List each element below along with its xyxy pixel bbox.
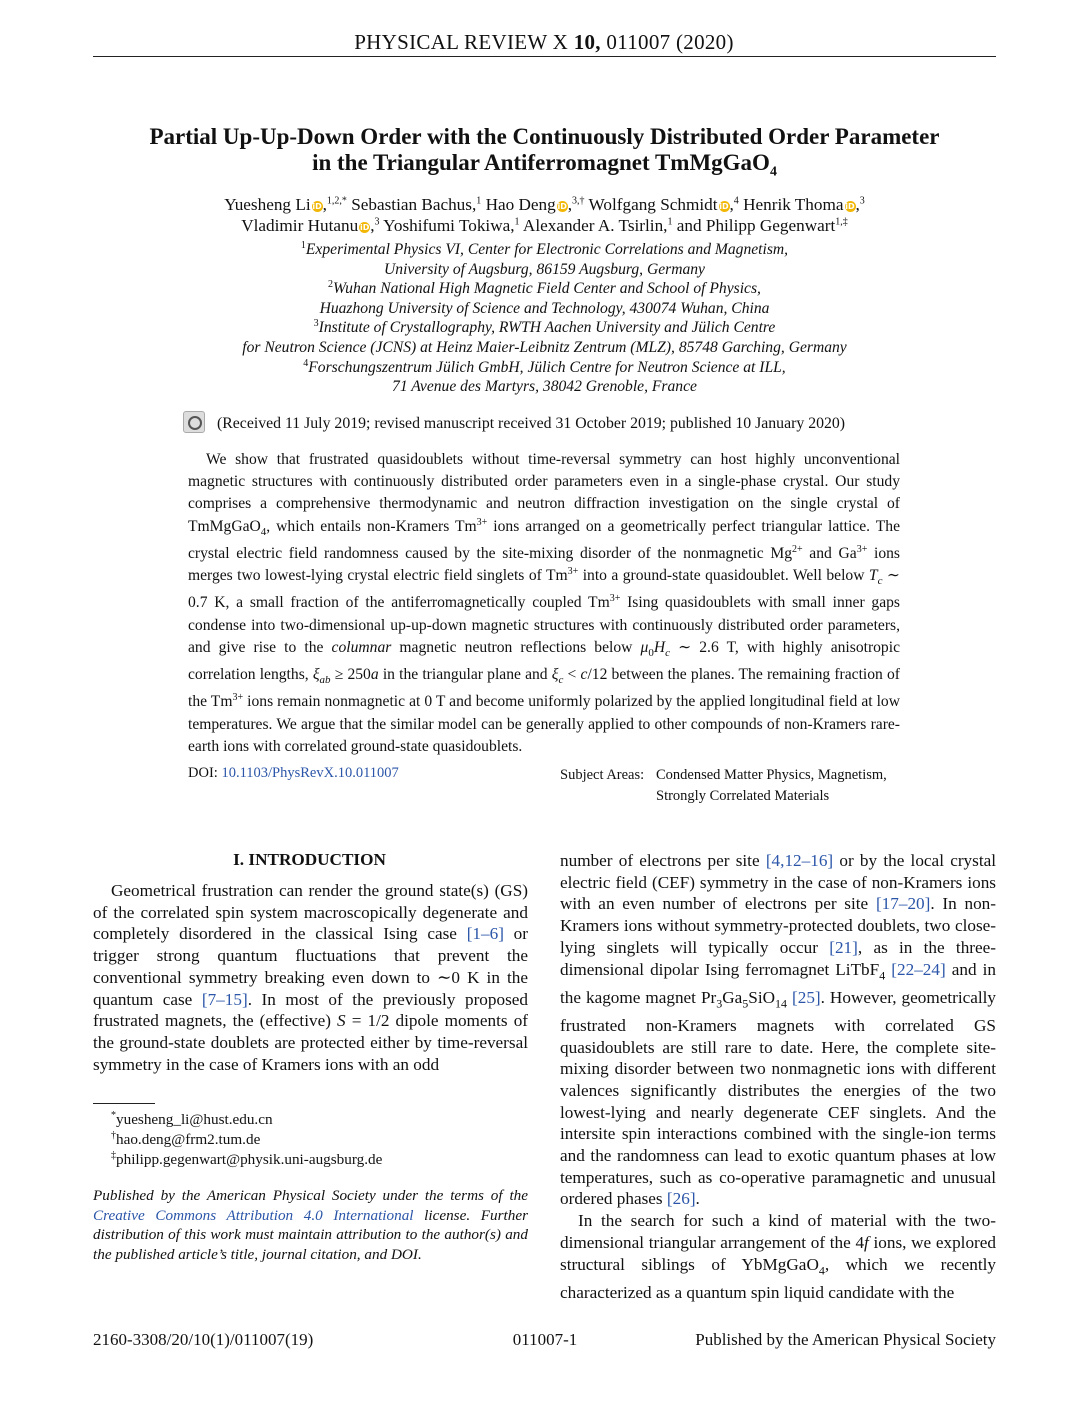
author-sup: 1 [514, 216, 520, 228]
affiliation-line [93, 240, 996, 260]
header-rule [93, 56, 996, 57]
journal-article: 011007 (2020) [606, 30, 734, 54]
received-text: (Received 11 July 2019; revised manuscript received 31 October 2019; published 10 January 2020) [217, 415, 846, 432]
footnote-rule [93, 1103, 155, 1104]
affiliation-line [93, 318, 996, 338]
paragraph: In the search for such a kind of material with the two-dimensional triangular arrangement of the 4f ions, we explored structural siblings of YbMgGaO$_4$, which we recently characterized as a quantum spin liquid candidate with the [560, 1211, 996, 1302]
section-heading: I. INTRODUCTION [233, 850, 386, 869]
author-sup: 3 [374, 216, 380, 228]
citation-link[interactable]: [7–15] [201, 989, 248, 1009]
check-for-updates-icon[interactable] [183, 411, 205, 433]
affiliation-text: Forschungszentrum Jülich GmbH, Jülich Centre for Neutron Science at ILL, [308, 358, 786, 376]
intro-right-column [560, 850, 996, 1303]
journal-name: PHYSICAL REVIEW X [354, 30, 569, 54]
citation-link[interactable]: [25] [792, 987, 821, 1007]
orcid-icon[interactable]: iD [312, 202, 322, 211]
author-sup: 1 [476, 195, 482, 207]
doi-link[interactable]: 10.1103/PhysRevX.10.011007 [221, 765, 399, 781]
affiliation-line [93, 279, 996, 299]
author-name[interactable]: Sebastian Bachus, [351, 195, 477, 214]
author-name[interactable]: Alexander A. Tsirlin, [522, 216, 668, 235]
author-line-1: Yuesheng Li iD,$^{1,2,*}$ Sebastian Bachus,$^1$ Hao Deng iD,$^{3,\dagger}$ Wolfgang Schmidt iD,$^4$ Henrik Thoma iD,$^3$ [224, 195, 865, 214]
citation-link[interactable]: [1–6] [466, 924, 504, 944]
paper-title [93, 124, 996, 186]
affiliation-line: University of Augsburg, 86159 Augsburg, Germany [384, 260, 705, 278]
affiliation-number: 2 [328, 279, 334, 290]
email-link[interactable]: yuesheng_li@hust.edu.cn [116, 1111, 273, 1128]
orcid-icon[interactable]: iD [845, 202, 855, 211]
journal-volume: 10, [573, 30, 601, 54]
author-sup: 1,‡ [835, 216, 848, 228]
author-name[interactable]: Henrik Thoma [743, 195, 844, 214]
author-name[interactable]: and Philipp Gegenwart [676, 216, 836, 235]
footer-publisher: Published by the American Physical Society [695, 1330, 996, 1349]
author-sup: 3 [859, 195, 865, 207]
author-list [93, 194, 996, 236]
doi-label: DOI: [188, 765, 218, 781]
title-line-2-text: in the Triangular Antiferromagnet TmMgGaO [312, 150, 770, 175]
footnote: *yuesheng_li@hust.edu.cn [111, 1109, 273, 1128]
affiliation-line [93, 358, 996, 378]
email-link[interactable]: hao.deng@frm2.tum.de [116, 1131, 261, 1148]
author-sup: 3,† [572, 195, 585, 207]
author-name[interactable]: Yuesheng Li [224, 195, 311, 214]
received-dates [183, 411, 943, 433]
affiliation-line: 71 Avenue des Martyrs, 38042 Grenoble, France [392, 378, 697, 396]
orcid-icon[interactable]: iD [359, 223, 370, 232]
orcid-icon[interactable]: iD [719, 202, 729, 211]
footer-page: 011007-1 [512, 1330, 578, 1349]
affiliations [93, 240, 996, 397]
subject-values: Condensed Matter Physics, Magnetism, [656, 767, 887, 783]
citation-link[interactable]: [26] [666, 1189, 696, 1209]
title-line-1: Partial Up-Up-Down Order with the Continuously Distributed Order Parameter [149, 124, 940, 149]
author-name[interactable]: Vladimir Hutanu [241, 216, 359, 235]
author-name[interactable]: Wolfgang Schmidt [588, 195, 718, 214]
abstract: We show that frustrated quasidoublets without time-reversal symmetry can host highly unconventional magnetic structures with continuously distributed order parameters even in a single-phase crystal. Our study comprises a comprehensive thermodynamic and neutron diffraction investigation on the single crystal of TmMgGaO$_4$, which entails non-Kramers $Tm^{3+}$ ions arranged on a geometrically perfect triangular lattice. The crystal electric field randomness caused by the site-mixing disorder of the nonmagnetic $Mg^{2+}$ and $Ga^{3+}$ ions merges two lowest-lying crystal electric field singlets of $Tm^{3+}$ into a ground-state quasidoublet. Well below $T_c$ ∼ 0.7 K, a small fraction of the antiferromagnetically coupled $Tm^{3+}$ Ising quasidoublets with small inner gaps condense into two-dimensional up-up-down magnetic structures with continuously distributed order parameters, and give rise to the columnar magnetic neutron reflections below $\mu_0H_c$ ∼ 2.6 T, with highly anisotropic correlation lengths, $\xi_{ab} \ge 250a$ in the triangular plane and $\xi_c < c/12$ between the planes. The remaining fraction of the $Tm^{3+}$ ions remain nonmagnetic at 0 T and become uniformly polarized by the applied longitudinal field at low temperatures. We argue that the similar model can be generally applied to other compounds of non-Kramers rare-earth ions with correlated ground-state quasidoublets. [188, 451, 901, 755]
affiliation-number: 4 [303, 357, 309, 369]
affiliation-text: Institute of Crystallography, RWTH Aachen University and Jülich Centre [318, 319, 776, 337]
citation-link[interactable]: [17–20] [875, 894, 931, 914]
intro-left-column: Geometrical frustration can render the ground state(s) (GS) of the correlated spin system macroscopically degenerate and completely disordered in the classical Ising case [1–6] or trigger strong quantum fluctuations that prevent the conventional symmetry breaking even down to ∼0 K in the quantum case [7–15]. In most of the previously proposed frustrated magnets, the (effective) S = 1/2 dipole moments of the ground-state doublets are protected either by time-reversal symmetry in the case of Kramers ions with an odd [93, 881, 529, 1074]
author-sup: 4 [733, 195, 739, 207]
footer-issn: 2160-3308/20/10(1)/011007(19) [93, 1330, 314, 1349]
title-subscript: 4 [769, 164, 777, 180]
footnote: ‡philipp.gegenwart@physik.uni-augsburg.de [111, 1149, 383, 1168]
citation-link[interactable]: [4,12–16] [765, 851, 834, 870]
author-name[interactable]: Yoshifumi Tokiwa, [383, 216, 515, 235]
journal-header [0, 30, 1088, 55]
author-name[interactable]: Hao Deng [485, 195, 556, 214]
affiliation-text: Experimental Physics VI, Center for Electronic Correlations and Magnetism, [305, 241, 789, 258]
footnotes [111, 1110, 382, 1170]
author-sup: 1 [667, 216, 673, 228]
affiliation-line: for Neutron Science (JCNS) at Heinz Maier-Leibnitz Zentrum (MLZ), 85748 Garching, Germany [242, 338, 847, 356]
email-link[interactable]: philipp.gegenwart@physik.uni-augsburg.de [116, 1151, 383, 1168]
license-link[interactable]: Creative Commons Attribution 4.0 International [93, 1206, 414, 1224]
affiliation-number: 3 [313, 318, 319, 330]
subject-label: Subject Areas: [560, 767, 645, 783]
affiliation-text: Wuhan National High Magnetic Field Center and School of Physics, [333, 280, 761, 298]
author-sup: 1,2,* [326, 195, 347, 207]
affiliation-line: Huazhong University of Science and Technology, 430074 Wuhan, China [319, 299, 770, 317]
license-note: Published by the American Physical Society under the terms of the Creative Commons Attribution 4.0 International license. Further distribution of this work must maintain attribution to the author(s) and the published article’s title, journal citation, and DOI. [93, 1187, 528, 1263]
footnote: †hao.deng@frm2.tum.de [111, 1129, 261, 1148]
subject-values: Strongly Correlated Materials [656, 788, 830, 804]
subject-areas [560, 765, 920, 804]
citation-link[interactable]: [22–24] [891, 959, 946, 979]
author-line-2: Vladimir Hutanu iD,$^3$ Yoshifumi Tokiwa,$^1$ Alexander A. Tsirlin,$^1$ and Philipp Gegenwart$^{1,\ddagger}$ [241, 216, 848, 235]
citation-link[interactable]: [21] [829, 937, 858, 957]
affiliation-number: 1 [300, 239, 306, 251]
orcid-icon[interactable]: iD [557, 202, 567, 211]
doi [188, 765, 399, 782]
paragraph: number of electrons per site [4,12–16] or by the local crystal electric field (CEF) symmetry in the case of non-Kramers ions with an even number of electrons per site [17–20]. In non-Kramers ions without symmetry-protected doublets, two close-lying singlets will typically occur [21], as in the three-dimensional dipolar Ising ferromagnet LiTbF$_4$ [22–24] and in the kagome magnet $Pr_3Ga_5SiO_{14}$ [25]. However, geometrically frustrated non-Kramers magnets with correlated GS quasidoublets are still rare to date. Here, the complete site-mixing disorder between two nonmagnetic ions with different valences significantly distributes the energies of the two lowest-lying and nearly degenerate CEF singlets. And the intersite spin interactions combined with the single-ion terms and the randomness can lead to exotic quantum phases at low temperatures, such as co-operative paramagnetic and unusual ordered phases [26]. [560, 851, 997, 1209]
title-line-2 [93, 150, 996, 186]
